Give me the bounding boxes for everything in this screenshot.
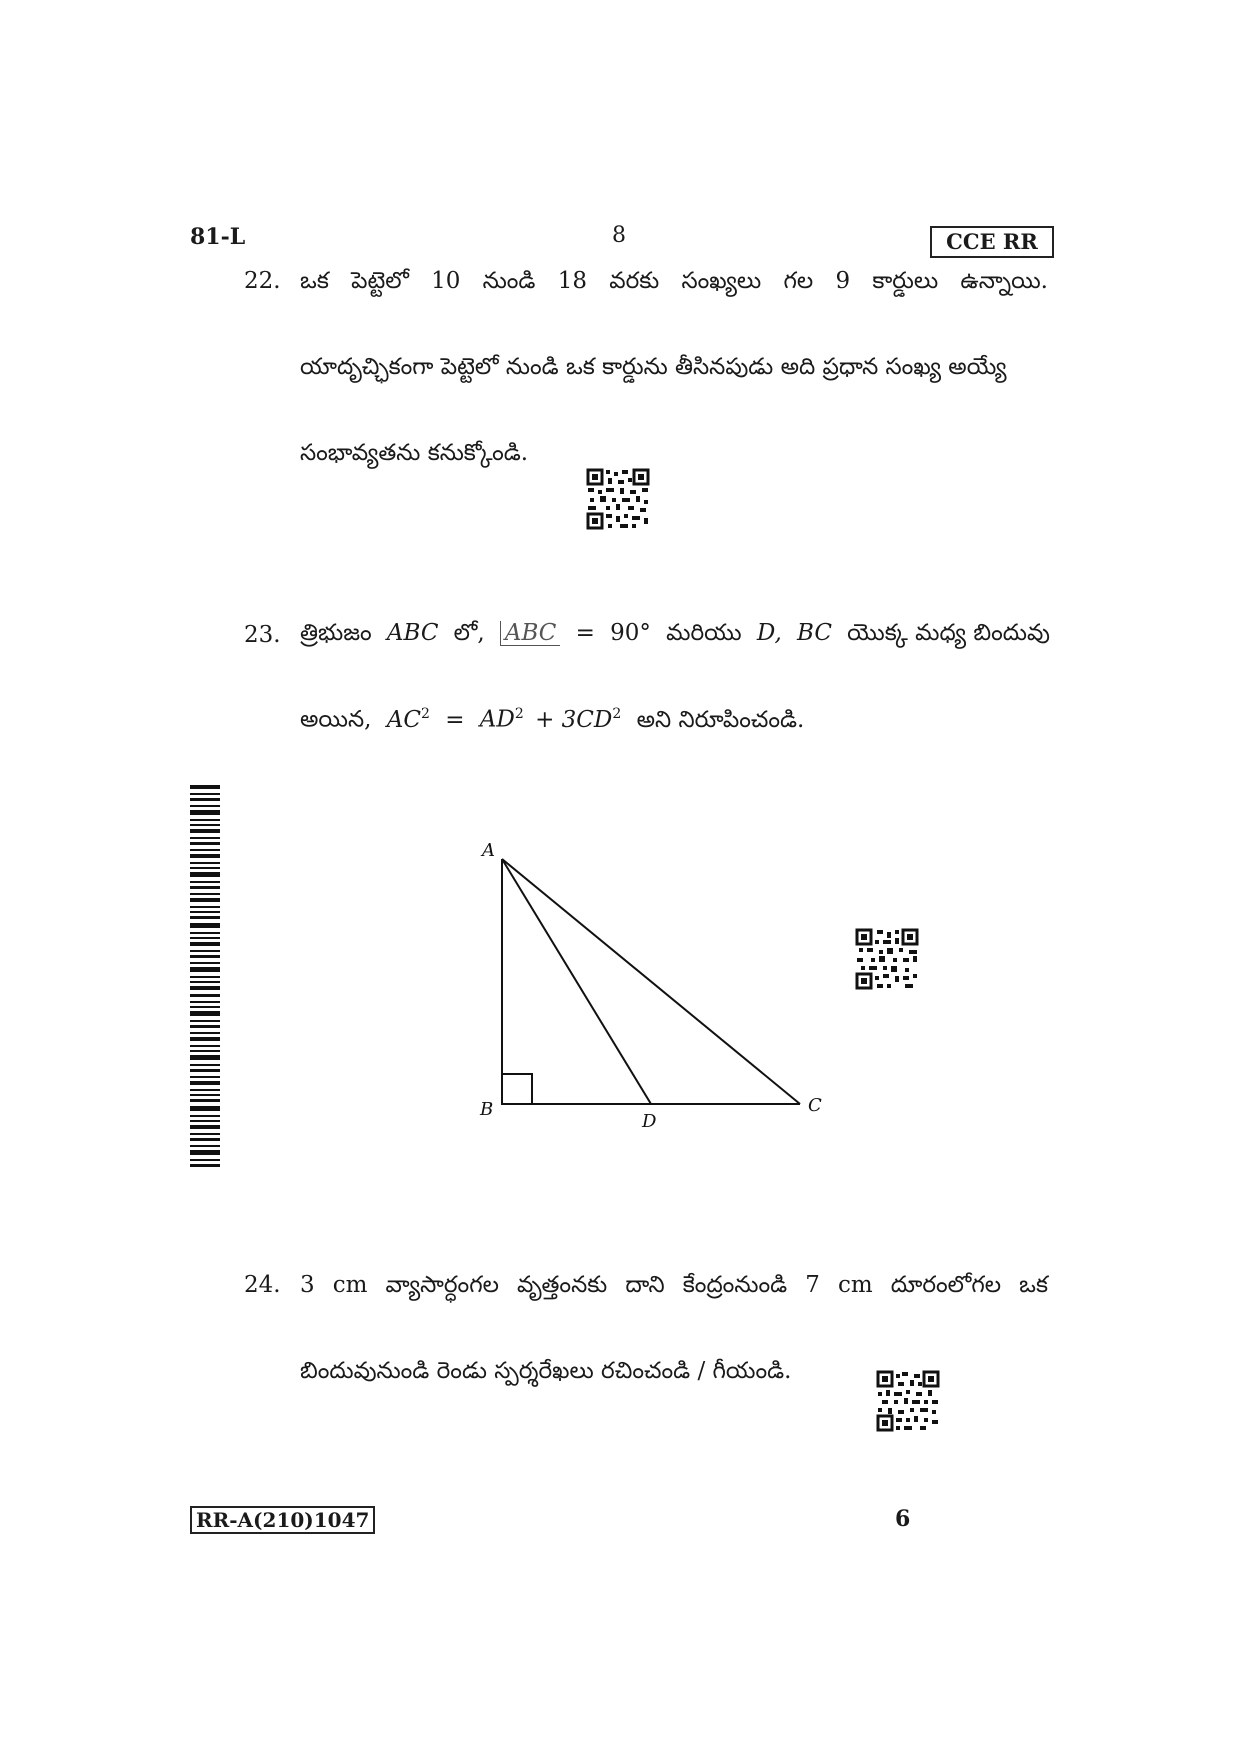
q23-point-d: D, xyxy=(756,620,782,646)
qr-code-icon xyxy=(876,1370,940,1432)
q23-term-ad: AD xyxy=(479,706,515,733)
label-d: D xyxy=(642,1111,657,1132)
subject-code: 81-L xyxy=(190,224,246,250)
q23-text-ayina: అయిన, xyxy=(300,706,372,733)
label-c: C xyxy=(808,1095,822,1116)
q23-term-3cd: + 3CD xyxy=(535,706,613,733)
q23-text-midpoint: యొక్క మధ్య బిందువు xyxy=(847,620,1050,646)
qr-code-icon xyxy=(855,928,919,990)
question-22-line-3: సంభావ్యతను కనుక్కోండి. xyxy=(300,440,529,466)
q23-text-prove: అని నిరూపించండి. xyxy=(636,706,805,733)
page-number: 8 xyxy=(612,223,626,248)
q23-equation-equals: = xyxy=(445,706,465,733)
q23-triangle-abc: ABC xyxy=(386,620,439,646)
question-24-line-2: బిందువునుండి రెండు స్పర్శరేఖలు రచించండి / గీయండి. xyxy=(300,1358,792,1384)
q23-term-ac: AC xyxy=(386,706,421,733)
question-24-line-1: 3 cm వ్యాసార్ధంగల వృత్తంనకు దాని కేంద్రంనుండి 7 cm దూరంలోగల ఒక xyxy=(300,1272,1048,1298)
q23-text-lo: లో, xyxy=(453,620,485,646)
q23-text-triangle: త్రిభుజం xyxy=(300,620,372,646)
question-23-number: 23. xyxy=(244,622,281,648)
question-23-line-1 xyxy=(300,620,1050,652)
sheet-number: 6 xyxy=(895,1506,911,1532)
label-b: B xyxy=(480,1099,494,1120)
q23-equals: = xyxy=(575,620,595,646)
q23-side-bc: BC xyxy=(797,620,832,646)
side-ac xyxy=(502,859,800,1104)
paper-code-box: RR-A(210)1047 xyxy=(190,1506,375,1534)
q23-degrees: 90° xyxy=(610,620,651,646)
question-22-line-2: యాదృచ్ఛికంగా పెట్టెలో నుండి ఒక కార్డును తీసినపుడు అది ప్రధాన సంఖ్య అయ్యే xyxy=(300,354,1007,380)
question-24-number: 24. xyxy=(244,1272,281,1298)
label-a: A xyxy=(482,840,495,861)
question-22-number: 22. xyxy=(244,268,281,294)
qr-code-icon xyxy=(586,468,650,530)
question-22-line-1: ఒక పెట్టెలో 10 నుండి 18 వరకు సంఖ్యలు గల 9 కార్డులు ఉన్నాయి. xyxy=(300,268,1048,294)
q23-exponent-ac: 2 xyxy=(420,706,430,722)
question-23-line-2 xyxy=(300,706,804,739)
q23-exponent-ad: 2 xyxy=(514,706,524,722)
q23-exponent-cd: 2 xyxy=(612,706,622,722)
right-angle-mark xyxy=(502,1074,532,1104)
median-ad xyxy=(502,859,651,1104)
exam-label-box: CCE RR xyxy=(930,226,1054,258)
barcode-icon xyxy=(190,785,220,1167)
q23-text-and: మరియు xyxy=(666,620,742,646)
triangle-diagram xyxy=(470,830,830,1140)
q23-angle-abc: ABC xyxy=(500,621,561,646)
